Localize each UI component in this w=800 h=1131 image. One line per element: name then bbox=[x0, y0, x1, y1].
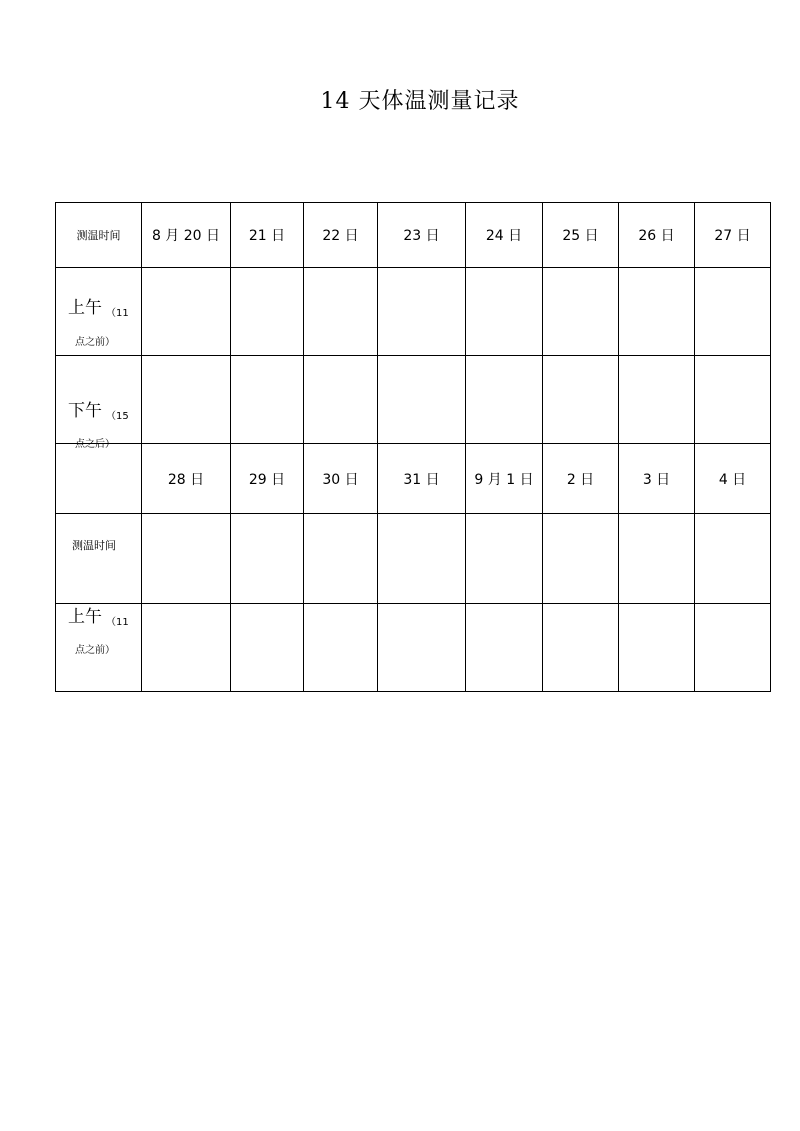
date-header-cell: 27 日 bbox=[714, 228, 751, 244]
table-border-right bbox=[770, 202, 771, 692]
date-header-cell: 26 日 bbox=[638, 228, 675, 244]
afternoon-time-note-sub: 点之后） bbox=[75, 439, 115, 450]
afternoon-time-note: （15 bbox=[106, 411, 129, 422]
morning-time-note-sub: 点之前） bbox=[75, 337, 115, 348]
date-header-cell: 30 日 bbox=[322, 471, 359, 488]
row-divider bbox=[55, 603, 771, 604]
morning-label: 上午 bbox=[68, 298, 102, 318]
date-header-cell: 28 日 bbox=[167, 471, 205, 488]
date-header-cell: 2 日 bbox=[566, 471, 595, 488]
date-header-cell: 21 日 bbox=[248, 228, 286, 244]
row-divider bbox=[55, 355, 771, 356]
afternoon-label: 下午 bbox=[68, 401, 102, 421]
table-border-bottom bbox=[55, 691, 771, 692]
morning-label-2: 上午 bbox=[68, 607, 102, 627]
measure-time-label-2: 测温时间 bbox=[72, 539, 116, 552]
date-header-cell: 22 日 bbox=[322, 228, 359, 244]
table-border-left bbox=[55, 202, 56, 692]
page-title: 14 天体温测量记录 bbox=[320, 89, 520, 114]
date-header-cell: 8 月 20 日 bbox=[151, 228, 221, 244]
date-header-cell: 4 日 bbox=[718, 471, 747, 488]
date-header-cell: 9 月 1 日 bbox=[474, 471, 534, 488]
date-header-cell: 31 日 bbox=[403, 471, 440, 488]
morning-time-note-2: （11 bbox=[106, 617, 129, 628]
row-divider bbox=[55, 267, 771, 268]
morning-time-note-sub-2: 点之前） bbox=[75, 645, 115, 656]
measure-time-label: 测温时间 bbox=[76, 229, 121, 242]
date-header-cell: 25 日 bbox=[562, 228, 599, 244]
date-header-cell: 3 日 bbox=[642, 471, 671, 488]
morning-time-note: （11 bbox=[106, 308, 129, 319]
row-divider bbox=[55, 513, 771, 514]
date-header-cell: 24 日 bbox=[485, 228, 523, 244]
date-header-cell: 23 日 bbox=[403, 228, 440, 244]
date-header-cell: 29 日 bbox=[248, 471, 286, 488]
